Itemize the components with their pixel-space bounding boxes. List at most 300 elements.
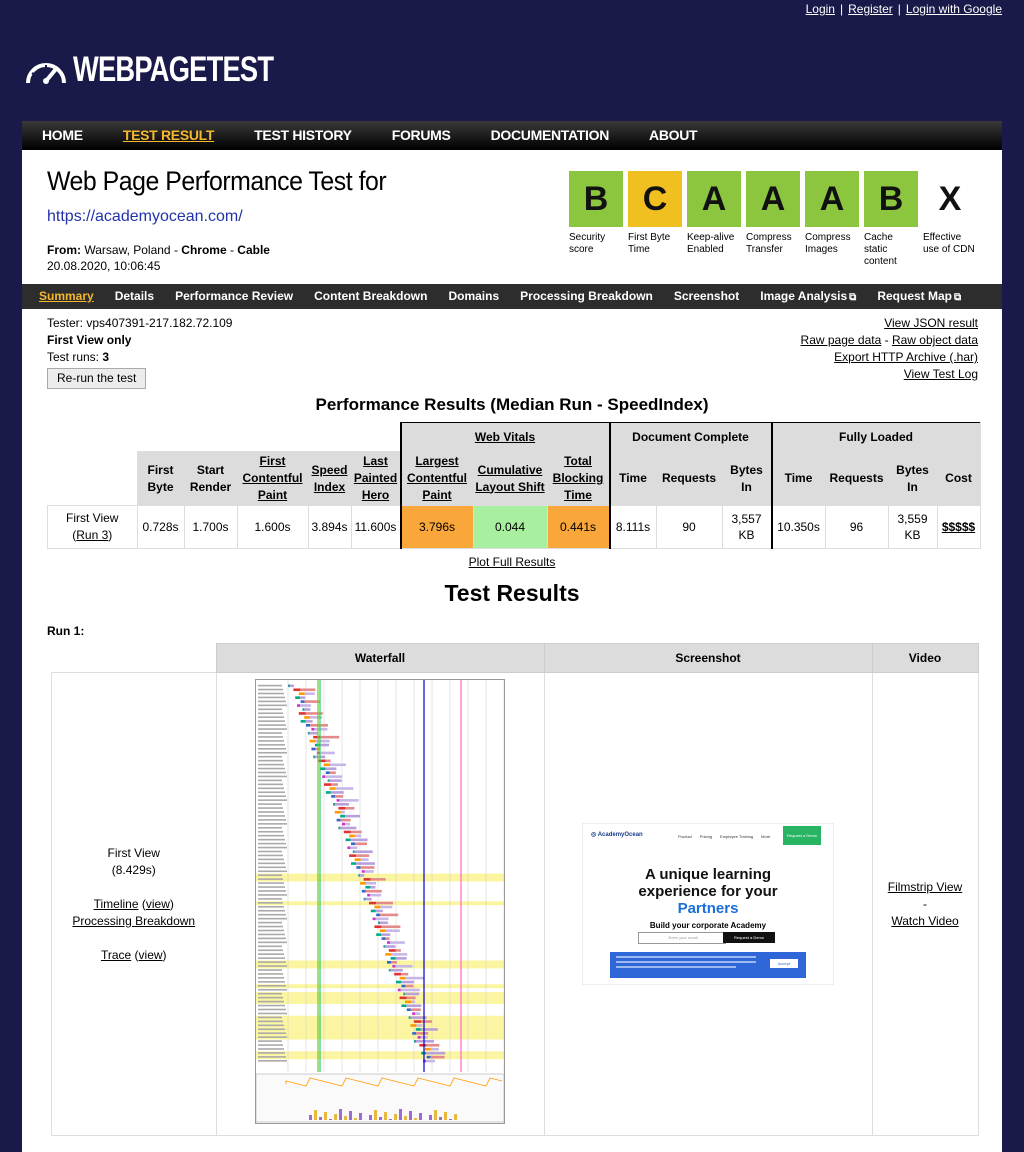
waterfall-bar-connect: [401, 985, 405, 988]
waterfall-row-label: [258, 1009, 286, 1011]
nav-documentation[interactable]: DOCUMENTATION: [490, 127, 610, 143]
test-info: [47, 315, 232, 389]
col-cumulative-layout-shift[interactable]: [473, 452, 547, 506]
register-link[interactable]: Register: [848, 2, 893, 16]
waterfall-row-label: [258, 981, 285, 983]
waterfall-bar-download: [355, 835, 361, 838]
waterfall-bar-download: [391, 953, 407, 956]
separator: -: [923, 896, 927, 911]
waterfall-cpu-bar: [449, 1119, 452, 1120]
waterfall-bar-download: [310, 732, 318, 735]
waterfall-row-label: [258, 835, 284, 837]
waterfall-bar-connect: [324, 783, 331, 786]
waterfall-row-label: [258, 1036, 287, 1038]
waterfall-bar-download: [371, 878, 386, 881]
waterfall-bar-connect: [362, 870, 365, 873]
waterfall-row-label: [258, 1056, 286, 1058]
waterfall-bar-download: [330, 771, 336, 774]
waterfall-bar-download: [411, 1008, 421, 1011]
waterfall-bar-download: [386, 929, 400, 932]
waterfall-bar-connect: [362, 890, 366, 893]
connection-value: Cable: [237, 243, 270, 257]
value-cost[interactable]: [937, 506, 980, 549]
timeline-view-link[interactable]: view: [145, 896, 170, 911]
nav-about[interactable]: ABOUT: [649, 127, 698, 143]
waterfall-cpu-bar: [444, 1112, 447, 1120]
screenshot-brand-text: AcademyOcean: [597, 832, 643, 838]
headline-line: experience for your: [638, 883, 778, 900]
waterfall-row-label: [258, 701, 286, 703]
value-tbt: 0.441s: [547, 506, 610, 549]
waterfall-row-label: [258, 922, 282, 924]
waterfall-row-label: [258, 859, 284, 861]
waterfall-bar-connect: [344, 831, 351, 834]
tab-label: Image Analysis: [760, 289, 848, 303]
waterfall-row-label: [258, 867, 286, 869]
header-link[interactable]: Total Blocking Time: [552, 454, 604, 502]
waterfall-bar-download: [396, 949, 401, 952]
col-video: Video: [872, 644, 978, 673]
waterfall-highlight-row: [256, 961, 504, 965]
test-date: 20.08.2020, 10:06:45: [47, 259, 161, 273]
grade-letter: A: [805, 171, 859, 227]
login-google-link[interactable]: Login with Google: [905, 2, 1002, 16]
waterfall-bar-download: [335, 787, 353, 790]
col-speed-index[interactable]: [308, 452, 351, 506]
waterfall-bar-connect: [333, 803, 335, 806]
browser-value: Chrome: [181, 243, 227, 257]
web-vitals-link[interactable]: Web Vitals: [474, 430, 536, 444]
waterfall-bar-download: [335, 803, 349, 806]
waterfall-row-label: [258, 898, 282, 900]
headline-line: A unique learning: [644, 866, 772, 883]
waterfall-row-label: [258, 807, 283, 809]
waterfall-bar-download: [405, 993, 419, 996]
grade-letter: B: [864, 171, 918, 227]
waterfall-row-label: [258, 795, 286, 797]
waterfall-bar-connect: [369, 902, 376, 905]
waterfall-bar-download: [381, 933, 390, 936]
col-first-contentful-paint[interactable]: [237, 452, 308, 506]
waterfall-bar-download: [330, 779, 342, 782]
col-start-render: Start Render: [184, 452, 237, 506]
run-label: Run 1:: [47, 624, 85, 638]
header-link[interactable]: Largest Contentful Paint: [407, 454, 467, 502]
run-link[interactable]: Run 3: [76, 528, 109, 542]
timeline-link[interactable]: Timeline: [93, 896, 139, 911]
waterfall-cpu-bar: [414, 1118, 417, 1120]
waterfall-bar-connect: [387, 961, 391, 964]
waterfall-cpu-bar: [319, 1117, 322, 1120]
waterfall-bar-connect: [340, 815, 345, 818]
waterfall-row-label: [258, 740, 284, 742]
waterfall-bar-download: [325, 775, 342, 778]
value-full-bytes: 3,559 KB: [888, 506, 937, 549]
screenshot-brand: ◎ AcademyOcean: [591, 832, 643, 838]
waterfall-bar-connect: [405, 1001, 411, 1004]
grade-letter: B: [569, 171, 623, 227]
waterfall-bar-connect: [398, 989, 401, 992]
col-screenshot: Screenshot: [544, 644, 872, 673]
screenshot-demo-button: Request a Demo: [723, 932, 775, 943]
waterfall-bar-connect: [385, 953, 391, 956]
col-largest-contentful-paint[interactable]: [401, 452, 474, 506]
grade-label: Compress Transfer: [746, 232, 792, 255]
waterfall-bar-download: [421, 1028, 438, 1031]
waterfall-bar-connect: [371, 910, 376, 913]
waterfall-bar-download: [401, 973, 408, 976]
view-json-link[interactable]: View JSON result: [884, 316, 978, 330]
waterfall-row-label: [258, 768, 285, 770]
main-panel: [22, 121, 1002, 1152]
waterfall-bar-connect: [313, 736, 320, 739]
col-last-painted-hero[interactable]: [351, 452, 401, 506]
waterfall-cell[interactable]: [216, 673, 544, 1136]
trace-link[interactable]: Trace: [100, 947, 132, 962]
waterfall-bar-download: [341, 811, 345, 814]
grade-summary: [569, 171, 982, 268]
waterfall-bar-download: [401, 989, 420, 992]
waterfall-bar-connect: [358, 874, 360, 877]
waterfall-highlight-row: [256, 992, 504, 996]
waterfall-bar-download: [426, 1052, 445, 1055]
waterfall-row-label: [258, 819, 286, 821]
waterfall-cpu-bar: [399, 1109, 402, 1120]
first-view-label: First View: [107, 845, 160, 860]
waterfall-row-label: [258, 969, 282, 971]
waterfall-row-label: [258, 953, 284, 955]
waterfall-cpu-bar: [434, 1110, 437, 1120]
waterfall-bar-download: [406, 1004, 421, 1007]
waterfall-bar-connect: [311, 748, 315, 751]
waterfall-row-label: [258, 780, 282, 782]
filmstrip-link[interactable]: Filmstrip View: [887, 879, 963, 894]
grade-label: Effective use of CDN: [923, 232, 975, 255]
nav-test-history[interactable]: TEST HISTORY: [254, 127, 352, 143]
plot-full-results-link[interactable]: Plot Full Results: [468, 555, 556, 569]
waterfall-bar-connect: [356, 866, 360, 869]
waterfall-row-label: [258, 914, 286, 916]
waterfall-row-label: [258, 736, 283, 738]
table-row: [52, 673, 979, 1136]
waterfall-bar-download: [331, 791, 344, 794]
account-links: [806, 2, 1002, 16]
header-link[interactable]: Speed Index: [311, 462, 348, 494]
waterfall-bar-download: [416, 1040, 434, 1043]
waterfall-row-label: [258, 732, 282, 734]
waterfall-bar-download: [345, 823, 350, 826]
grade-security[interactable]: [569, 171, 623, 268]
waterfall-row-label: [258, 847, 287, 849]
waterfall-row-label: [258, 1048, 284, 1050]
screenshot-nav-item: Product: [678, 834, 692, 839]
waterfall-bar-connect: [306, 724, 310, 727]
brand-name: WEBPAGETEST: [73, 50, 274, 89]
waterfall-highlight-row: [256, 1036, 504, 1040]
waterfall-row-label: [258, 1052, 285, 1054]
tester-id: Tester: vps407391-217.182.72.109: [47, 316, 233, 330]
waterfall-row-label: [258, 946, 282, 948]
waterfall-bar-download: [426, 1044, 439, 1047]
waterfall-row-label: [258, 693, 284, 695]
watch-video-link[interactable]: Watch Video: [891, 913, 959, 928]
waterfall-bar-connect: [295, 696, 300, 699]
tab-request-map[interactable]: [877, 284, 961, 309]
waterfall-bar-connect: [338, 807, 345, 810]
brand-logo[interactable]: [24, 50, 330, 90]
tab-processing-breakdown[interactable]: Processing Breakdown: [520, 289, 653, 303]
waterfall-bar-download: [325, 767, 336, 770]
waterfall-bar-connect: [338, 827, 340, 830]
fully-loaded-group: Fully Loaded: [772, 423, 981, 452]
waterfall-bar-download: [391, 969, 403, 972]
col-doc-time: Time: [610, 452, 657, 506]
result-tabs: [22, 284, 1002, 309]
waterfall-bar-download: [380, 906, 392, 909]
grade-label: Keep-alive Enabled: [687, 232, 735, 255]
run-table: [51, 643, 979, 1136]
waterfall-row-label: [258, 870, 287, 872]
waterfall-row-label: [258, 799, 287, 801]
waterfall-row-label: [258, 997, 283, 999]
waterfall-bar-connect: [416, 1028, 421, 1031]
rerun-button[interactable]: Re-run the test: [47, 368, 146, 389]
waterfall-bar-download: [345, 815, 360, 818]
run-info: First View (8.429s) Timeline (view) Processing Breakdown Trace (view): [52, 673, 217, 1136]
headline-highlight: Partners: [677, 900, 739, 917]
waterfall-bar-download: [396, 957, 407, 960]
waterfall-bar-download: [345, 807, 354, 810]
cost-link[interactable]: $$$$$: [941, 520, 976, 534]
web-vitals-group[interactable]: [401, 423, 610, 452]
waterfall-cpu-bar: [324, 1112, 327, 1120]
waterfall-bar-download: [391, 961, 397, 964]
waterfall-bar-connect: [382, 937, 386, 940]
row-view: First View: [66, 511, 119, 525]
waterfall-bar-download: [340, 799, 359, 802]
waterfall-bar-connect: [302, 708, 304, 711]
waterfall-bar-download: [355, 843, 367, 846]
waterfall-row-label: [258, 760, 283, 762]
login-link[interactable]: Login: [805, 2, 835, 16]
header-link[interactable]: Cumulative Layout Shift: [475, 462, 545, 494]
screenshot-subtitle: Build your corporate Academy: [649, 921, 767, 930]
waterfall-bar-download: [315, 748, 319, 751]
raw-object-data-link[interactable]: Raw object data: [891, 333, 978, 347]
screenshot-nav-item: Pricing: [699, 834, 713, 839]
waterfall-bar-connect: [403, 993, 405, 996]
waterfall-bar-download: [426, 1060, 435, 1063]
grade-letter: C: [628, 171, 682, 227]
waterfall-row-label: [258, 1005, 285, 1007]
waterfall-row-label: [258, 705, 287, 707]
waterfall-cpu-bar: [454, 1114, 457, 1120]
waterfall-row-label: [258, 1040, 282, 1042]
waterfall-bar-download: [350, 846, 357, 849]
location-value: Warsaw, Poland -: [84, 243, 182, 257]
nav-test-result[interactable]: TEST RESULT: [122, 127, 215, 143]
tab-performance-review[interactable]: Performance Review: [175, 289, 294, 303]
waterfall-row-label: [258, 1025, 284, 1027]
grade-first-byte[interactable]: [628, 171, 682, 268]
waterfall-bar-download: [305, 692, 315, 695]
waterfall-cpu-bar: [354, 1118, 357, 1120]
waterfall-row-label: [258, 878, 283, 880]
header-link[interactable]: Last Painted Hero: [353, 454, 398, 502]
external-link-icon: ⧉: [849, 292, 857, 303]
waterfall-bar-download: [360, 866, 374, 869]
waterfall-bar-download: [380, 914, 398, 917]
waterfall-row-label: [258, 776, 287, 778]
waterfall-bar-download: [365, 870, 374, 873]
waterfall-highlight-row: [256, 1016, 504, 1020]
waterfall-row-label: [258, 823, 287, 825]
value-fcp: 1.600s: [237, 506, 308, 549]
waterfall-highlight-row: [256, 1020, 504, 1024]
waterfall-row-label: [258, 993, 282, 995]
table-row: [48, 506, 981, 549]
waterfall-bar-connect: [376, 914, 380, 917]
waterfall-row-label: [258, 843, 286, 845]
value-first-byte: 0.728s: [137, 506, 184, 549]
waterfall-highlight-row: [256, 1028, 504, 1032]
waterfall-bar-connect: [326, 771, 330, 774]
waterfall-row-label: [258, 784, 283, 786]
document-complete-group: Document Complete: [610, 423, 772, 452]
waterfall-row-label: [258, 934, 285, 936]
nav-home[interactable]: HOME: [42, 127, 83, 143]
waterfall-bar-download: [335, 795, 343, 798]
waterfall-bar-connect: [419, 1044, 426, 1047]
waterfall-row-label: [258, 1028, 285, 1030]
nav-forums[interactable]: FORUMS: [391, 127, 451, 143]
export-links: [801, 315, 978, 383]
waterfall-bar-connect: [288, 685, 290, 688]
grade-keep-alive[interactable]: [687, 171, 741, 268]
waterfall-row-label: [258, 772, 286, 774]
waterfall-bar-download: [421, 1020, 432, 1023]
grade-cache-static[interactable]: [864, 171, 918, 268]
value-full-requests: 96: [825, 506, 888, 549]
grade-label: Compress Images: [805, 232, 851, 255]
trace-view-link[interactable]: view: [138, 947, 163, 962]
waterfall-row-label: [258, 712, 283, 714]
waterfall-bar-connect: [392, 965, 395, 968]
waterfall-bar-download: [306, 720, 313, 723]
waterfall-bar-connect: [324, 764, 330, 767]
grade-cdn[interactable]: [923, 171, 977, 268]
perf-results-title: Performance Results (Median Run - SpeedIndex): [315, 395, 709, 414]
screenshot-nav: [678, 828, 770, 845]
tested-url[interactable]: https://academyocean.com/: [47, 208, 243, 225]
grade-letter: X: [923, 171, 977, 227]
waterfall-bar-download: [320, 744, 329, 747]
grade-letter: A: [687, 171, 741, 227]
separator: -: [226, 243, 238, 257]
page-screenshot[interactable]: [582, 823, 834, 985]
waterfall-bar-connect: [389, 969, 391, 972]
waterfall-chart[interactable]: [255, 679, 505, 1124]
waterfall-bar-download: [341, 819, 351, 822]
waterfall-bar-download: [356, 854, 369, 857]
value-full-time: 10.350s: [772, 506, 826, 549]
waterfall-bar-connect: [383, 945, 385, 948]
header-link[interactable]: First Contentful Paint: [242, 454, 303, 502]
waterfall-bar-connect: [313, 756, 315, 759]
waterfall-bar-connect: [326, 791, 331, 794]
waterfall-row-label: [258, 977, 284, 979]
waterfall-row-label: [258, 989, 287, 991]
waterfall-bar-connect: [367, 894, 370, 897]
waterfall-row-label: [258, 803, 282, 805]
waterfall-row-label: [258, 918, 287, 920]
grade-compress-transfer[interactable]: [746, 171, 800, 268]
tab-content-breakdown[interactable]: Content Breakdown: [314, 289, 428, 303]
col-doc-bytes: Bytes In: [722, 452, 772, 506]
waterfall-bar-download: [361, 858, 369, 861]
value-doc-requests: 90: [656, 506, 722, 549]
waterfall-row-label: [258, 890, 286, 892]
cookie-banner: [610, 952, 806, 978]
waterfall-highlight-row: [256, 1024, 504, 1028]
waterfall-cpu-bar: [384, 1112, 387, 1120]
waterfall-bar-connect: [342, 823, 345, 826]
waterfall-bar-download: [340, 827, 356, 830]
tab-domains[interactable]: Domains: [448, 289, 500, 303]
waterfall-bar-connect: [414, 1040, 416, 1043]
screenshot-cell[interactable]: [544, 673, 872, 1136]
waterfall-bar-connect: [364, 878, 371, 881]
waterfall-bar-connect: [394, 973, 401, 976]
waterfall-bar-download: [351, 831, 362, 834]
tab-details[interactable]: Details: [114, 289, 155, 303]
waterfall-row-label: [258, 791, 285, 793]
waterfall-bar-download: [351, 839, 368, 842]
grade-label: Cache static content: [864, 232, 897, 267]
waterfall-row-label: [258, 855, 283, 857]
processing-breakdown-link[interactable]: Processing Breakdown: [72, 913, 196, 928]
waterfall-bar-download: [385, 945, 395, 948]
waterfall-bar-download: [331, 783, 338, 786]
waterfall-cpu-bar: [389, 1119, 392, 1120]
raw-page-data-link[interactable]: Raw page data: [800, 333, 882, 347]
waterfall-row-label: [258, 752, 287, 754]
waterfall-cpu-bar: [369, 1115, 372, 1120]
waterfall-bar-connect: [373, 918, 376, 921]
view-test-log-link[interactable]: View Test Log: [903, 367, 978, 381]
runs-count: 3: [102, 350, 110, 364]
waterfall-row-label: [258, 902, 283, 904]
waterfall-row-label: [258, 985, 286, 987]
waterfall-row-label: [258, 1032, 286, 1034]
waterfall-row-label: [258, 744, 285, 746]
tab-screenshot[interactable]: Screenshot: [673, 289, 740, 303]
export-har-link[interactable]: Export HTTP Archive (.har): [834, 350, 978, 364]
tab-image-analysis[interactable]: [760, 284, 856, 309]
col-total-blocking-time[interactable]: [547, 452, 610, 506]
grade-compress-images[interactable]: [805, 171, 859, 268]
page-title: Web Page Performance Test for: [47, 166, 387, 196]
waterfall-bar-connect: [355, 858, 361, 861]
separator: -: [881, 333, 892, 347]
value-lcp: 3.796s: [401, 506, 474, 549]
waterfall-cpu-bar: [394, 1114, 397, 1120]
tab-summary[interactable]: Summary: [39, 289, 94, 303]
value-speed-index: 3.894s: [308, 506, 351, 549]
performance-table: [47, 422, 981, 549]
waterfall-bar-connect: [347, 846, 350, 849]
waterfall-bar-connect: [387, 941, 390, 944]
